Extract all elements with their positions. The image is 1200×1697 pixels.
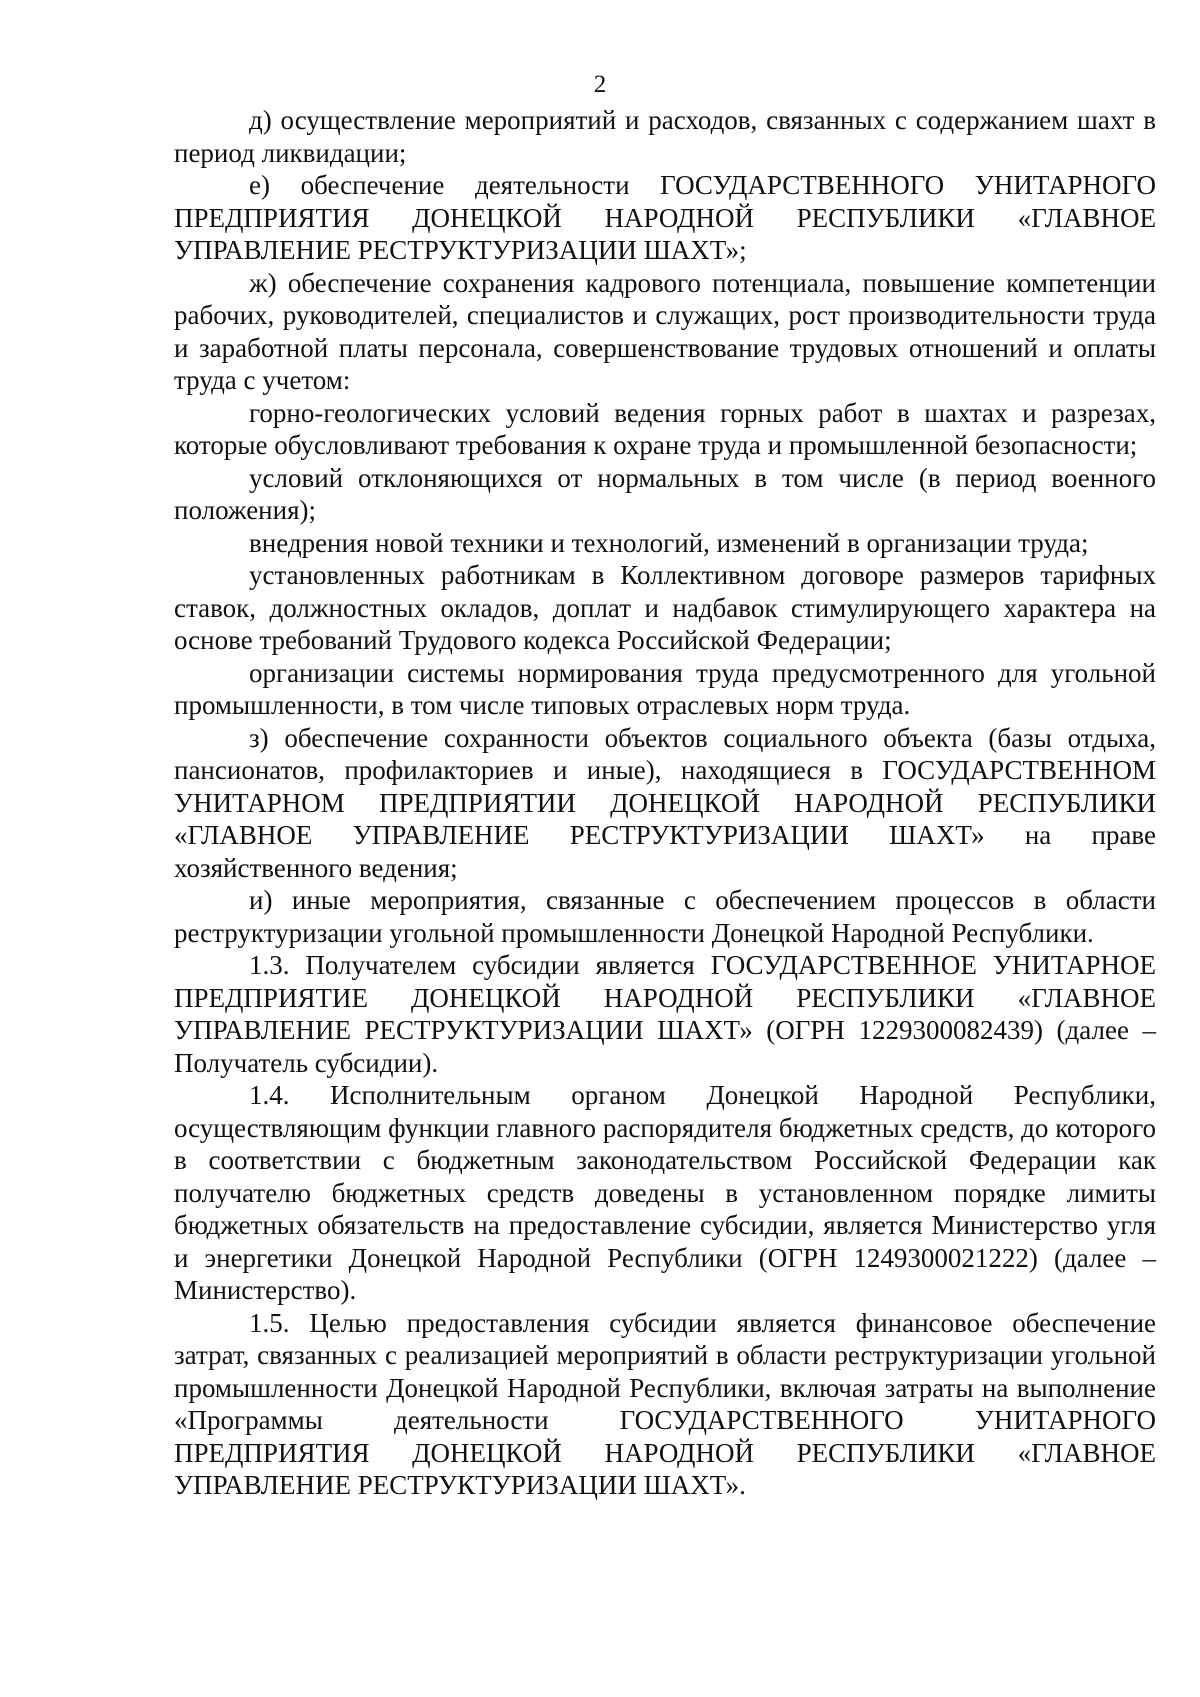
paragraph-geology: горно-геологических условий ведения горных работ в шахтах и разрезах, которые обусловливают требования к охране труда и промышленной безопасности; — [174, 397, 1156, 460]
paragraph-e: е) обеспечение деятельности ГОСУДАРСТВЕННОГО УНИТАРНОГО ПРЕДПРИЯТИЯ ДОНЕЦКОЙ НАРОДНОЙ РЕСПУБЛИКИ «ГЛАВНОЕ УПРАВЛЕНИЕ РЕСТРУКТУРИЗАЦИИ ШАХТ»; — [174, 170, 1156, 265]
paragraph-1-5: 1.5. Целью предоставления субсидии является финансовое обеспечение затрат, связанных с реализацией мероприятий в области реструктуризации угольной промышленности Донецкой Народной Республики, включая затраты на выполнение «Программы деятельности ГОСУДАРСТВЕННОГО УНИТАРНОГО ПРЕДПРИЯТИЯ ДОНЕЦКОЙ НАРОДНОЙ РЕСПУБЛИКИ «ГЛАВНОЕ УПРАВЛЕНИЕ РЕСТРУКТУРИЗАЦИИ ШАХТ». — [174, 1307, 1156, 1500]
paragraph-norms: организации системы нормирования труда предусмотренного для угольной промышленности, в том числе типовых отраслевых норм труда. — [174, 657, 1156, 720]
paragraph-conditions: условий отклоняющихся от нормальных в том числе (в период военного положения); — [174, 462, 1156, 525]
paragraph-i: и) иные мероприятия, связанные с обеспечением процессов в области реструктуризации угольной промышленности Донецкой Народной Республики. — [174, 885, 1156, 948]
paragraph-technology: внедрения новой техники и технологий, изменений в организации труда; — [249, 527, 1089, 558]
document-body — [174, 104, 1156, 1502]
paragraph-zh: ж) обеспечение сохранения кадрового потенциала, повышение компетенции рабочих, руководителей, специалистов и служащих, рост производительности труда и заработной платы персонала, совершенствование трудовых отношений и оплаты труда с учетом: — [174, 267, 1156, 395]
paragraph-1-3: 1.3. Получателем субсидии является ГОСУДАРСТВЕННОЕ УНИТАРНОЕ ПРЕДПРИЯТИЕ ДОНЕЦКОЙ НАРОДНОЙ РЕСПУБЛИКИ «ГЛАВНОЕ УПРАВЛЕНИЕ РЕСТРУКТУРИЗАЦИИ ШАХТ» (ОГРН 1229300082439) (далее – Получатель субсидии). — [174, 950, 1156, 1078]
page-number: 2 — [593, 71, 607, 98]
paragraph-z: з) обеспечение сохранности объектов социального объекта (базы отдыха, пансионатов, профилакториев и иные), находящиеся в ГОСУДАРСТВЕННОМ УНИТАРНОМ ПРЕДПРИЯТИИ ДОНЕЦКОЙ НАРОДНОЙ РЕСПУБЛИКИ «ГЛАВНОЕ УПРАВЛЕНИЕ РЕСТРУКТУРИЗАЦИИ ШАХТ» на праве хозяйственного ведения; — [174, 722, 1156, 883]
paragraph-tariffs: установленных работникам в Коллективном договоре размеров тарифных ставок, должностных окладов, доплат и надбавок стимулирующего характера на основе требований Трудового кодекса Российской Федерации; — [174, 560, 1156, 655]
paragraph-1-4: 1.4. Исполнительным органом Донецкой Народной Республики, осуществляющим функции главного распорядителя бюджетных средств, до которого в соответствии с бюджетным законодательством Российской Федерации как получателю бюджетных средств доведены в установленном порядке лимиты бюджетных обязательств на предоставление субсидии, является Министерство угля и энергетики Донецкой Народной Республики (ОГРН 1249300021222) (далее – Министерство). — [174, 1080, 1156, 1305]
paragraph-d: д) осуществление мероприятий и расходов, связанных с содержанием шахт в период ликвидации; — [174, 105, 1156, 168]
